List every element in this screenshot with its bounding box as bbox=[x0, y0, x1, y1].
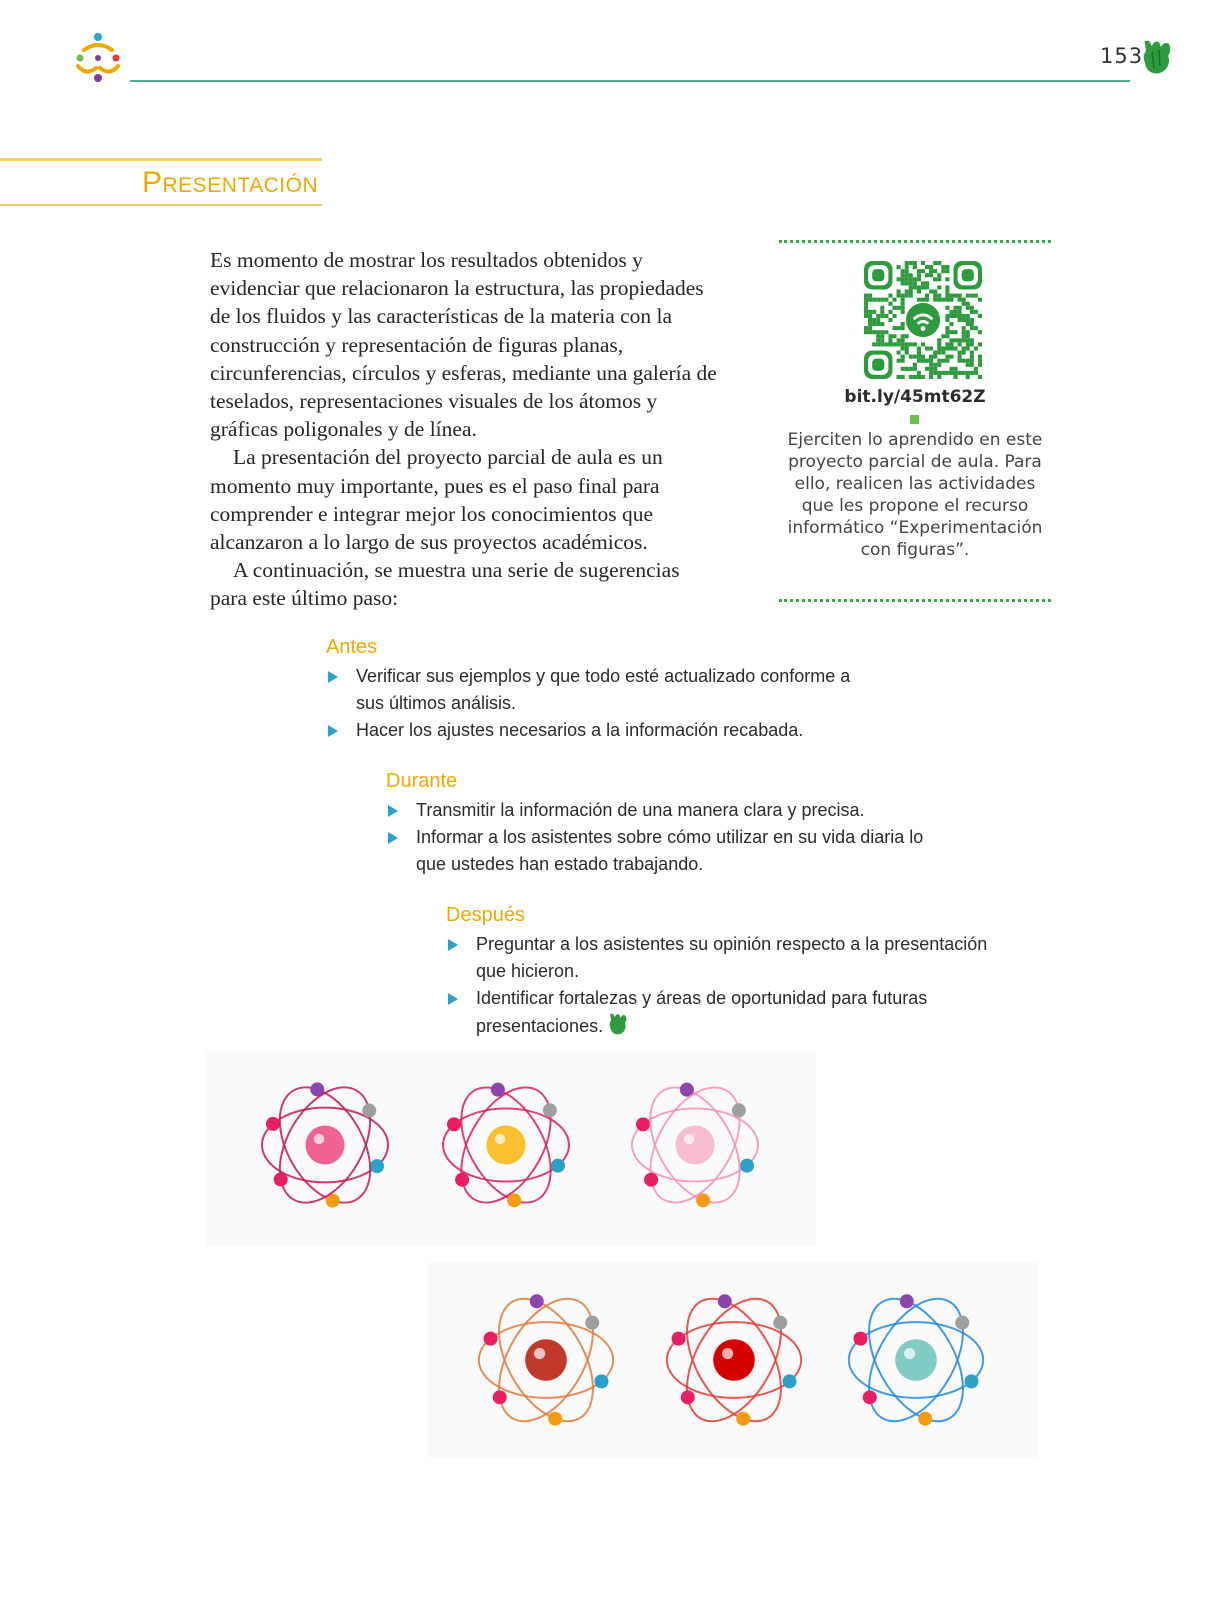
atom-gallery-bottom bbox=[428, 1262, 1038, 1458]
title-rule-bottom bbox=[0, 204, 322, 206]
page-number: 153 bbox=[1100, 44, 1144, 68]
atom-model-pink-icon bbox=[250, 1060, 400, 1230]
intro-paragraph: Es momento de mostrar los resultados obtenidos y evidenciar que relacionaron la estructura, las propiedades de los fluidos y las características de la materia con la construcción y representación de figuras planas, circunferencias, círculos y esferas, mediante una galería de teselados, representaciones visuales de los átomos y gráficas poligonales y de línea. bbox=[210, 248, 717, 442]
qr-caption: Ejerciten lo aprendido en este proyecto parcial de aula. Para ello, realicen las actividades que les propone el recurso informático “Experimentación con figuras”. bbox=[787, 430, 1043, 560]
bullet-arrow-icon bbox=[448, 993, 458, 1005]
program-logo bbox=[70, 30, 126, 86]
stage-heading: Durante bbox=[386, 770, 458, 792]
list-item-text: Informar a los asistentes sobre cómo utilizar en su vida diaria lo que ustedes han estado trabajando. bbox=[416, 827, 924, 874]
list-item-text: Identificar fortalezas y áreas de oportunidad para futuras presentaciones. bbox=[476, 988, 928, 1036]
end-leaf-icon bbox=[607, 1012, 629, 1036]
atom-model-red-icon bbox=[654, 1274, 814, 1446]
list-item-text: Verificar sus ejemplos y que todo esté actualizado conforme a sus últimos análisis. bbox=[356, 666, 851, 713]
intro-text bbox=[210, 246, 720, 613]
intro-paragraph: A continuación, se muestra una serie de sugerencias para este último paso: bbox=[210, 558, 680, 611]
qr-link[interactable]: bit.ly/45mt62Z bbox=[844, 387, 986, 407]
green-leaf-icon bbox=[1140, 38, 1174, 76]
stage-heading: Después bbox=[446, 904, 525, 926]
bullet-arrow-icon bbox=[328, 671, 338, 683]
stage-antes bbox=[326, 636, 866, 744]
bullet-arrow-icon bbox=[448, 939, 458, 951]
stage-despues bbox=[446, 904, 1006, 1040]
stage-heading: Antes bbox=[326, 636, 378, 658]
intro-paragraph: La presentación del proyecto parcial de aula es un momento muy importante, pues es el paso final para comprender e integrar mejor los conocimientos que alcanzaron a lo largo de sus proyectos académicos. bbox=[210, 445, 663, 555]
atom-model-light-pink-icon bbox=[620, 1062, 770, 1228]
section-title: Presentación bbox=[142, 166, 319, 199]
qr-code-icon[interactable] bbox=[864, 261, 982, 379]
qr-resource-box bbox=[779, 240, 1051, 602]
bullet-arrow-icon bbox=[388, 832, 398, 844]
list-item bbox=[386, 797, 926, 824]
list-item bbox=[386, 824, 926, 878]
atom-gallery-top bbox=[206, 1052, 816, 1246]
list-item bbox=[326, 717, 866, 744]
bullet-arrow-icon bbox=[388, 805, 398, 817]
bullet-arrow-icon bbox=[328, 725, 338, 737]
title-rule-top bbox=[0, 158, 322, 161]
list-item bbox=[446, 931, 1006, 985]
header-rule bbox=[130, 80, 1130, 82]
list-item-text: Preguntar a los asistentes su opinión respecto a la presentación que hicieron. bbox=[476, 934, 988, 981]
list-item-text: Hacer los ajustes necesarios a la información recabada. bbox=[356, 720, 804, 740]
stage-durante bbox=[386, 770, 926, 878]
list-item bbox=[446, 985, 1006, 1040]
list-item-text: Transmitir la información de una manera clara y precisa. bbox=[416, 800, 865, 820]
atom-model-multicolor-icon bbox=[431, 1062, 581, 1228]
separator-dot bbox=[910, 415, 919, 424]
atom-model-orange-blue-icon bbox=[466, 1274, 626, 1446]
atom-model-blue-icon bbox=[836, 1274, 996, 1446]
list-item bbox=[326, 663, 866, 717]
